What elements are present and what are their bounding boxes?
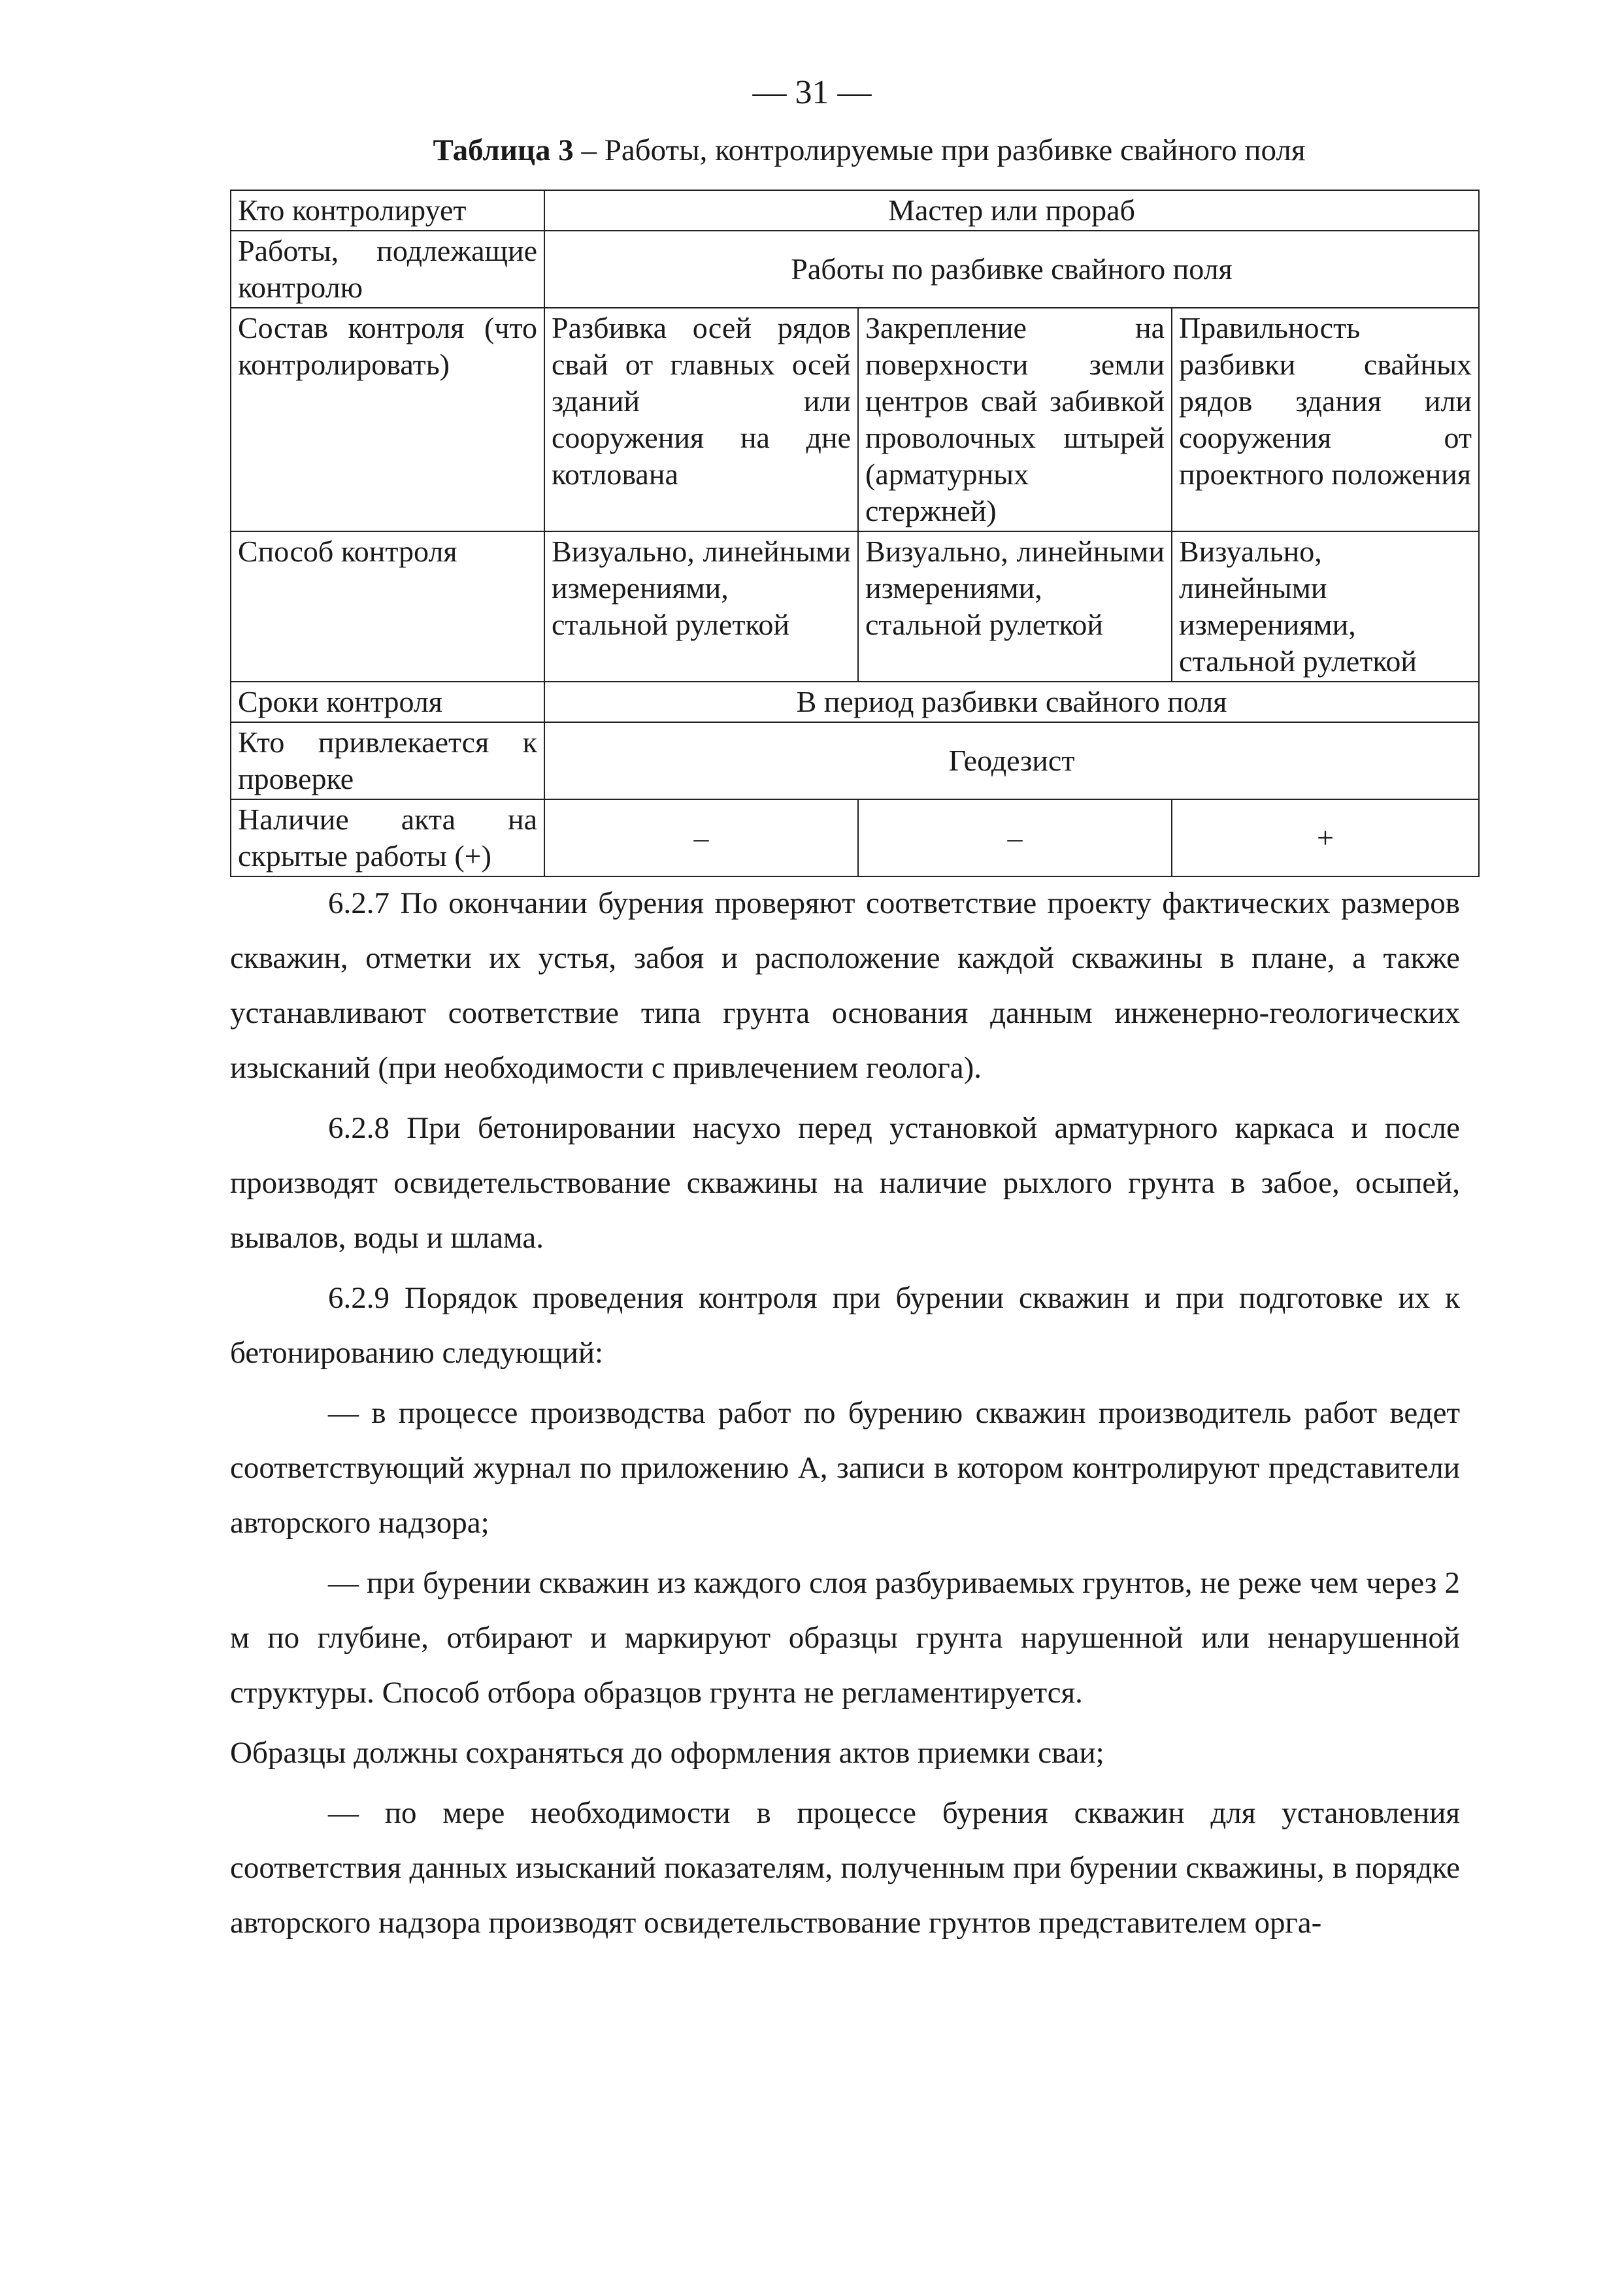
paragraph: Образцы должны сохраняться до оформления актов приемки сваи; (230, 1736, 1104, 1770)
table-cell: Работы, подлежащие контролю (231, 231, 544, 308)
table-row (231, 799, 1479, 876)
paragraph-6-2-7: 6.2.7 По окончании бурения проверяют соответствие проекту фактических размеров скважин, отметки их устья, забоя и расположение каждой скважины в плане, а также устанавливают соответствие типа грунта основания данным инженерно-геологических изысканий (при необходимости с привлечением геолога). (230, 886, 1460, 1085)
table-row (231, 308, 1479, 531)
table-row (231, 682, 1479, 722)
table-cell: В период разбивки свайного поля (544, 682, 1479, 722)
table-cell: – (544, 799, 858, 876)
table-cell: Мастер или прораб (544, 190, 1479, 231)
paragraph-6-2-8: 6.2.8 При бетонировании насухо перед установкой арматурного каркаса и после производят освидетельствование скважины на наличие рыхлого грунта в забое, осыпей, вывалов, воды и шлама. (230, 1111, 1460, 1255)
table-row (231, 531, 1479, 682)
table-cell: – (858, 799, 1172, 876)
table-cell: Разбивка осей рядов свай от главных осей зданий или сооружения на дне котлована (544, 308, 858, 531)
table-cell: Визуально, линейными измерениями, стальной рулеткой (1172, 531, 1479, 682)
table-cell: Работы по разбивке свайного поля (544, 231, 1479, 308)
table-cell: Визуально, линейными измерениями, стальной рулеткой (858, 531, 1172, 682)
table-cell: Способ контроля (231, 531, 544, 682)
controlled-works-table (230, 190, 1480, 877)
table-cell: Правильность разбивки свайных рядов здания или сооружения от проектного положения (1172, 308, 1479, 531)
table-cell: Геодезист (544, 722, 1479, 799)
table-cell: Состав контроля (что контролировать) (231, 308, 544, 531)
table-cell: Кто контролирует (231, 190, 544, 231)
table-caption (230, 131, 1508, 170)
table-row (231, 231, 1479, 308)
page-number: — 31 — (752, 74, 872, 111)
list-item: — в процессе производства работ по бурению скважин производитель работ ведет соответствующий журнал по приложению А, записи в котором контролируют представители авторского надзора; (230, 1396, 1460, 1540)
body-text (230, 876, 1460, 1955)
table-caption-number: Таблица 3 (433, 133, 574, 167)
table-cell: Закрепление на поверхности земли центров свай забивкой проволочных штырей (арматурных стержней) (858, 308, 1172, 531)
table-caption-title: – Работы, контролируемые при разбивке свайного поля (573, 133, 1306, 167)
paragraph-6-2-9: 6.2.9 Порядок проведения контроля при бурении скважин и при подготовке их к бетонированию следующий: (230, 1281, 1460, 1370)
table-cell: Наличие акта на скрытые работы (+) (231, 799, 544, 876)
list-item: — по мере необходимости в процессе бурения скважин для установления соответствия данных изысканий показателям, полученным при бурении скважины, в порядке авторского надзора производят освидетельствование грунтов представителем орга- (230, 1796, 1460, 1940)
table-cell: Сроки контроля (231, 682, 544, 722)
table-row (231, 722, 1479, 799)
table-cell: Кто привлекается к проверке (231, 722, 544, 799)
table-cell: Визуально, линейными измерениями, стальной рулеткой (544, 531, 858, 682)
table-row (231, 190, 1479, 231)
list-item: — при бурении скважин из каждого слоя разбуриваемых грунтов, не реже чем через 2 м по глубине, отбирают и маркируют образцы грунта нарушенной или ненарушенной структуры. Способ отбора образцов грунта не регламентируется. (230, 1566, 1460, 1710)
table-cell: + (1172, 799, 1479, 876)
